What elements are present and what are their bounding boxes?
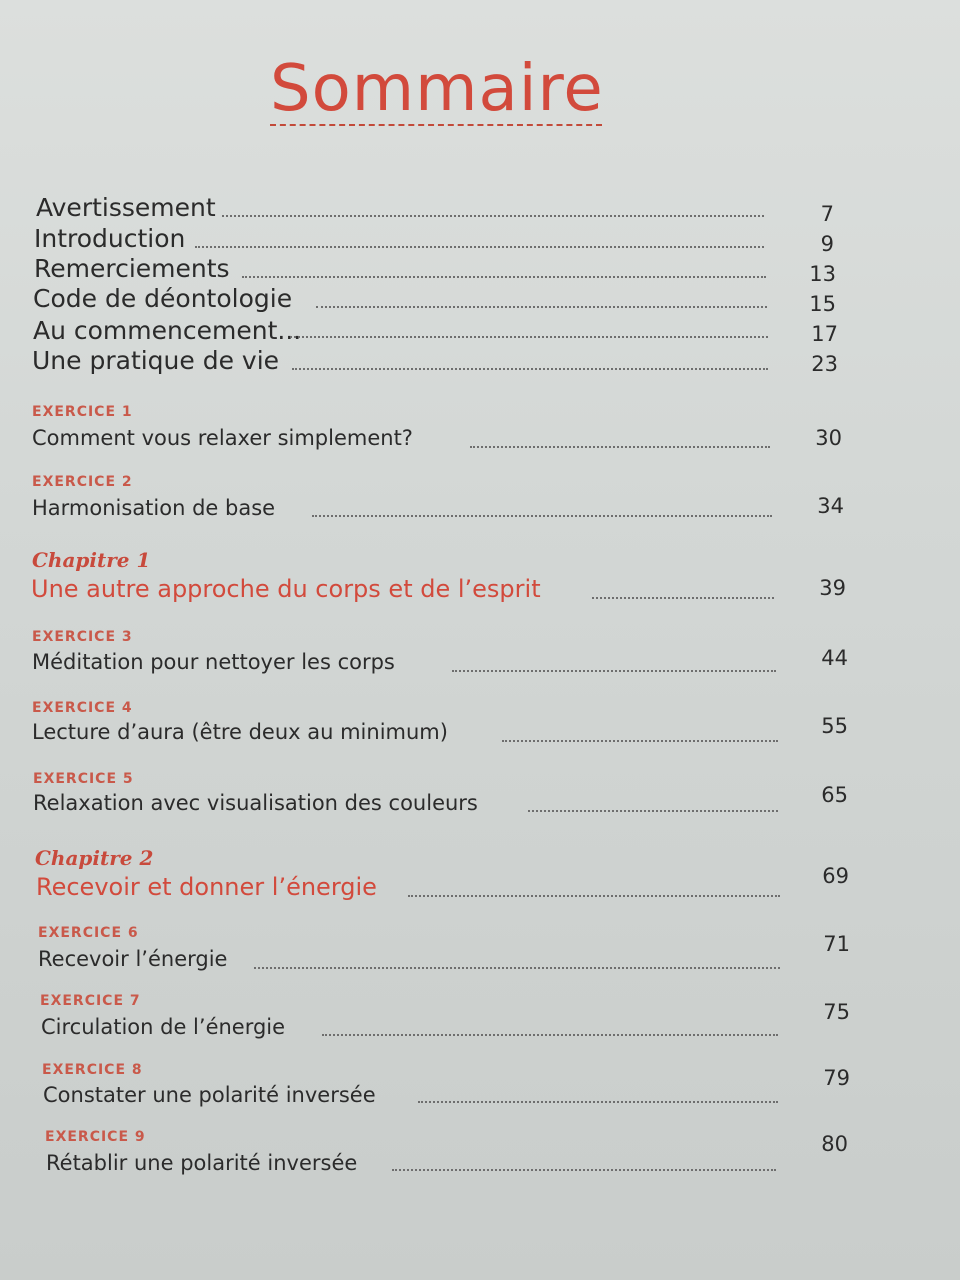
leader-dots (392, 1169, 776, 1171)
exercise-label: Relaxation avec visualisation des couleurs (33, 791, 478, 815)
exercise-label: Lecture d’aura (être deux au minimum) (32, 720, 448, 744)
exercise-tag: EXERCICE 8 (42, 1062, 143, 1078)
exercise-page: 71 (823, 932, 850, 956)
exercise-tag: EXERCICE 5 (33, 771, 134, 787)
exercise-label: Rétablir une polarité inversée (46, 1151, 358, 1175)
leader-dots (242, 276, 766, 278)
leader-dots (418, 1101, 778, 1103)
chapter-page: 69 (822, 864, 849, 888)
title-underline (270, 124, 602, 126)
leader-dots (222, 215, 764, 217)
toc-entry-page: 15 (809, 292, 836, 316)
toc-entry-label: Avertissement (36, 193, 216, 222)
exercise-tag: EXERCICE 2 (32, 474, 133, 490)
exercise-page: 34 (817, 494, 844, 518)
leader-dots (292, 368, 768, 370)
toc-entry-label: Code de déontologie (33, 284, 293, 313)
exercise-label: Circulation de l’énergie (41, 1015, 286, 1039)
leader-dots (195, 246, 764, 248)
exercise-page: 80 (821, 1132, 848, 1156)
chapter-title: Recevoir et donner l’énergie (36, 873, 377, 901)
exercise-tag: EXERCICE 4 (32, 700, 133, 716)
exercise-tag: EXERCICE 9 (45, 1129, 146, 1145)
leader-dots (290, 336, 768, 338)
exercise-page: 79 (823, 1066, 850, 1090)
exercise-page: 75 (823, 1000, 850, 1024)
exercise-page: 44 (821, 646, 848, 670)
exercise-page: 65 (821, 783, 848, 807)
leader-dots (502, 740, 778, 742)
exercise-label: Méditation pour nettoyer les corps (32, 650, 395, 674)
exercise-tag: EXERCICE 6 (38, 925, 139, 941)
toc-entry-page: 23 (811, 352, 838, 376)
exercise-label: Constater une polarité inversée (43, 1083, 376, 1107)
toc-entry-page: 7 (820, 202, 834, 226)
chapter-tag: Chapitre 2 (35, 846, 154, 870)
leader-dots (528, 810, 778, 812)
exercise-tag: EXERCICE 3 (32, 629, 133, 645)
chapter-tag: Chapitre 1 (32, 548, 151, 572)
chapter-title: Une autre approche du corps et de l’esprit (31, 575, 541, 603)
leader-dots (470, 446, 770, 448)
exercise-page: 55 (821, 714, 848, 738)
exercise-label: Comment vous relaxer simplement? (32, 426, 413, 450)
leader-dots (254, 967, 780, 969)
leader-dots (408, 895, 780, 897)
toc-entry-page: 17 (811, 322, 838, 346)
leader-dots (316, 306, 767, 308)
page-title: Sommaire (270, 52, 604, 126)
leader-dots (592, 597, 774, 599)
exercise-tag: EXERCICE 1 (32, 404, 133, 420)
toc-entry-page: 9 (820, 232, 834, 256)
toc-entry-label: Une pratique de vie (32, 346, 280, 375)
exercise-tag: EXERCICE 7 (40, 993, 141, 1009)
exercise-label: Recevoir l’énergie (38, 947, 228, 971)
leader-dots (312, 515, 772, 517)
toc-entry-page: 13 (809, 262, 836, 286)
leader-dots (452, 670, 776, 672)
exercise-label: Harmonisation de base (32, 496, 276, 520)
leader-dots (322, 1034, 778, 1036)
chapter-page: 39 (819, 576, 846, 600)
toc-entry-label: Introduction (34, 224, 186, 253)
exercise-page: 30 (815, 426, 842, 450)
toc-entry-label: Au commencement... (33, 316, 302, 345)
toc-entry-label: Remerciements (34, 254, 230, 283)
